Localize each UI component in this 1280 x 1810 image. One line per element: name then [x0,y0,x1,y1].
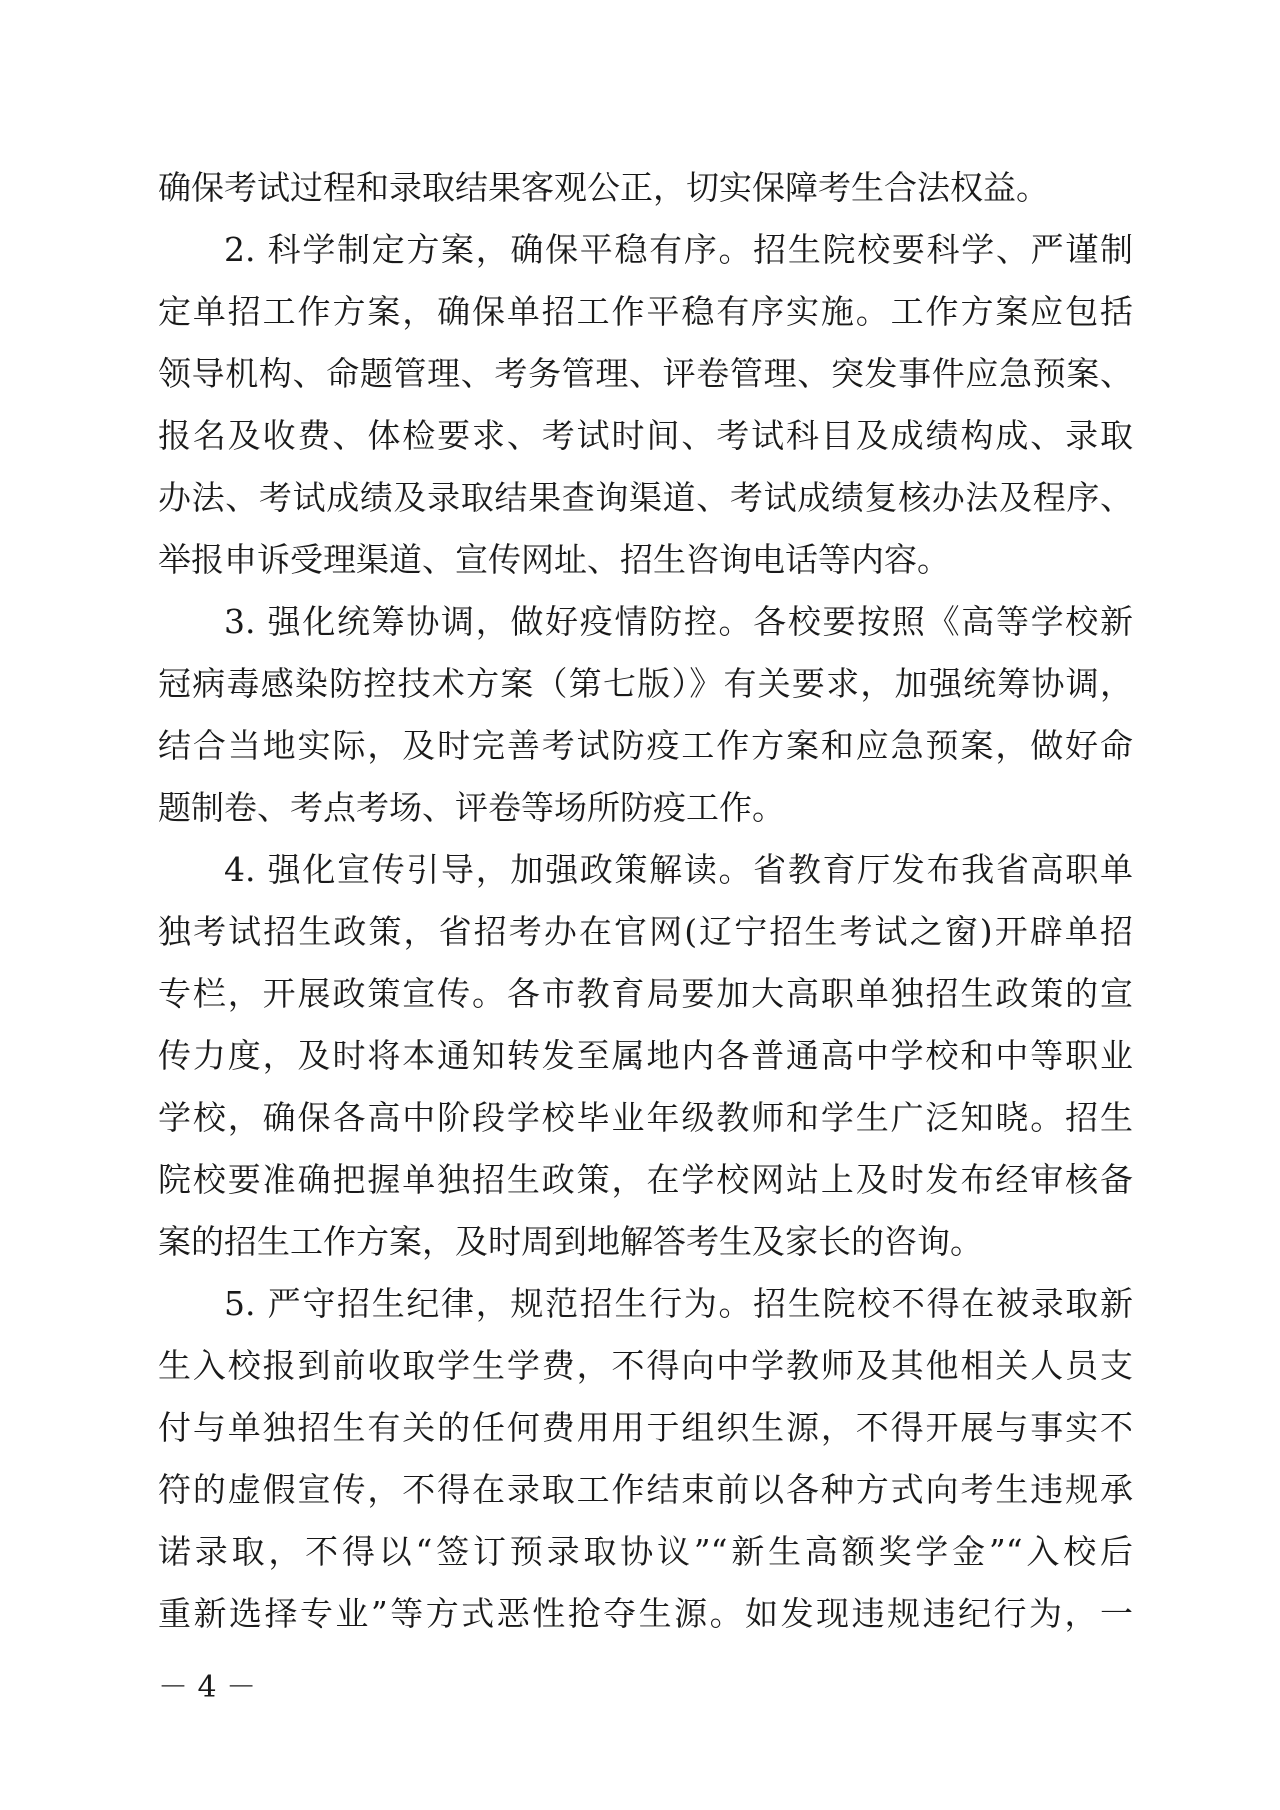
text-line: 付与单独招生有关的任何费用用于组织生源，不得开展与事实不 [158,1408,1133,1447]
text-line: 重新选择专业”等方式恶性抢夺生源。如发现违规违纪行为，一 [158,1594,1133,1633]
text-line: 案的招生工作方案，及时周到地解答考生及家长的咨询。 [158,1222,983,1261]
text-line: 诺录取，不得以“签订预录取协议”“新生高额奖学金”“入校后 [158,1532,1133,1571]
text-line: 冠病毒感染防控技术方案（第七版）》有关要求，加强统筹协调， [158,664,1133,703]
text-line: 结合当地实际，及时完善考试防疫工作方案和应急预案，做好命 [158,726,1133,765]
paragraph-4-heading-line: 4. 强化宣传引导，加强政策解读。省教育厅发布我省高职单 [224,850,1133,889]
text-line: 定单招工作方案，确保单招工作平稳有序实施。工作方案应包括 [158,292,1133,331]
paragraph-5-heading-line: 5. 严守招生纪律，规范招生行为。招生院校不得在被录取新 [224,1284,1133,1323]
text-line: 生入校报到前收取学生学费，不得向中学教师及其他相关人员支 [158,1346,1133,1385]
text-line: 学校，确保各高中阶段学校毕业年级教师和学生广泛知晓。招生 [158,1098,1133,1137]
text-line: 独考试招生政策，省招考办在官网(辽宁招生考试之窗)开辟单招 [158,912,1133,951]
text-line: 院校要准确把握单独招生政策，在学校网站上及时发布经审核备 [158,1160,1133,1199]
text-line: 办法、考试成绩及录取结果查询渠道、考试成绩复核办法及程序、 [158,478,1133,517]
text-line: 报名及收费、体检要求、考试时间、考试科目及成绩构成、录取 [158,416,1133,455]
text-line: 举报申诉受理渠道、宣传网址、招生咨询电话等内容。 [158,540,950,579]
text-line: 领导机构、命题管理、考务管理、评卷管理、突发事件应急预案、 [158,354,1133,393]
paragraph-3-heading-line: 3. 强化统筹协调，做好疫情防控。各校要按照《高等学校新 [224,602,1133,641]
page-number: － 4 － [158,1670,257,1705]
text-line: 符的虚假宣传，不得在录取工作结束前以各种方式向考生违规承 [158,1470,1133,1509]
text-line: 确保考试过程和录取结果客观公正，切实保障考生合法权益。 [158,168,1049,207]
text-line: 题制卷、考点考场、评卷等场所防疫工作。 [158,788,785,827]
text-line: 专栏，开展政策宣传。各市教育局要加大高职单独招生政策的宣 [158,974,1133,1013]
text-line: 传力度，及时将本通知转发至属地内各普通高中学校和中等职业 [158,1036,1133,1075]
paragraph-2-heading-line: 2. 科学制定方案，确保平稳有序。招生院校要科学、严谨制 [224,230,1133,269]
